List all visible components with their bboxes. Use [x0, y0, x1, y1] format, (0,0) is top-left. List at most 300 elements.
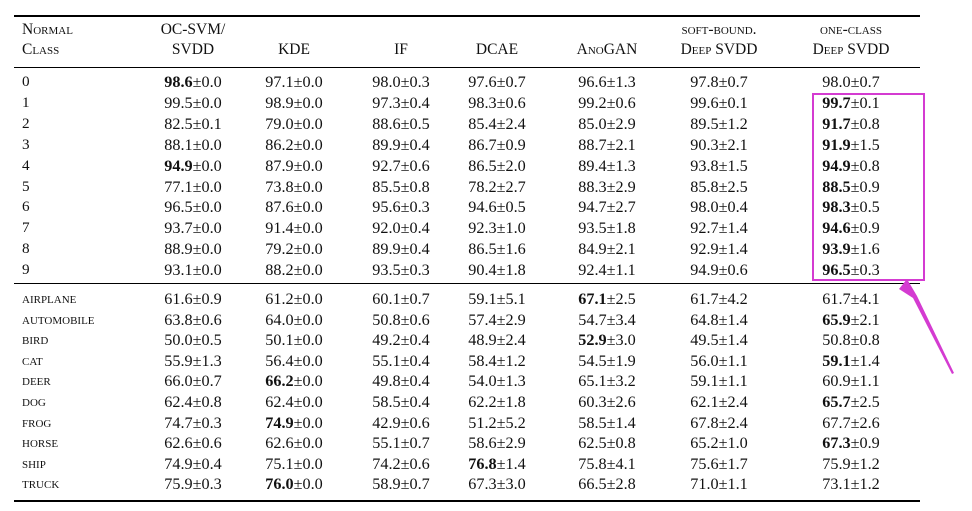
cell-mean: 94.9 — [822, 156, 851, 175]
cell-mean: 66.5 — [578, 475, 607, 494]
cell-mean: 79.0 — [265, 114, 294, 133]
row-label: ship — [22, 455, 46, 472]
cell-std: ±0.7 — [718, 73, 748, 91]
arrow-icon — [899, 279, 954, 374]
cell-std: ±0.0 — [293, 114, 323, 133]
cell-std: ±0.3 — [192, 413, 222, 432]
cell-mean: 76.0 — [265, 475, 294, 494]
cell-std: ±0.9 — [850, 177, 880, 196]
cell-std: ±0.6 — [400, 454, 430, 473]
cell-mean: 67.7 — [822, 413, 851, 432]
cell-std: ±2.9 — [606, 114, 636, 133]
cell-std: ±1.2 — [718, 114, 748, 133]
row-label: automobile — [22, 311, 95, 328]
cell-mean: 98.0 — [690, 198, 719, 217]
cell-mean: 54.0 — [468, 372, 497, 391]
cell-std: ±0.4 — [400, 219, 430, 238]
row-label: 9 — [22, 261, 30, 279]
cell-std: ±1.0 — [496, 219, 526, 238]
cell-mean: 62.4 — [164, 393, 193, 411]
cell-std: ±1.1 — [718, 372, 748, 391]
cell-std: ±0.8 — [192, 393, 222, 411]
column-header-line1: soft-bound. — [681, 21, 757, 38]
row-label: 5 — [22, 177, 30, 195]
column-header-line1: OC-SVM/ — [160, 21, 226, 38]
column-header-line2: Deep SVDD — [680, 41, 758, 58]
cell-std: ±0.0 — [293, 434, 323, 453]
cell-std: ±5.2 — [496, 413, 526, 432]
cell-mean: 74.2 — [372, 454, 401, 473]
cell-mean: 89.9 — [372, 135, 401, 154]
cell-std: ±0.0 — [293, 219, 323, 238]
cell-mean: 84.9 — [578, 240, 607, 259]
cell-mean: 66.0 — [164, 372, 193, 391]
cell-mean: 94.9 — [164, 156, 193, 175]
cell-mean: 55.1 — [372, 351, 401, 370]
cell-mean: 75.9 — [164, 475, 193, 494]
cell-mean: 88.2 — [265, 261, 294, 280]
cell-mean: 97.1 — [265, 73, 294, 91]
cell-std: ±2.6 — [606, 393, 636, 411]
row-label: 1 — [22, 93, 30, 111]
cell-mean: 62.5 — [578, 434, 607, 453]
cell-std: ±1.2 — [850, 475, 880, 494]
cell-std: ±2.5 — [850, 393, 880, 411]
row-label: frog — [22, 414, 52, 431]
cell-std: ±1.8 — [496, 261, 526, 280]
cell-mean: 62.1 — [690, 393, 719, 411]
cell-std: ±0.5 — [400, 114, 430, 133]
cell-mean: 50.8 — [822, 331, 851, 350]
cell-std: ±2.1 — [850, 310, 880, 329]
cell-mean: 50.1 — [265, 331, 294, 350]
cell-mean: 96.5 — [164, 198, 193, 217]
cell-mean: 65.2 — [690, 434, 719, 453]
cell-mean: 97.3 — [372, 93, 401, 112]
cell-mean: 92.0 — [372, 219, 401, 238]
cell-std: ±1.3 — [606, 73, 636, 91]
row-label: truck — [22, 476, 60, 493]
cell-mean: 50.0 — [164, 331, 193, 350]
cell-mean: 59.1 — [822, 351, 851, 370]
row-label: 3 — [22, 135, 30, 153]
row-label: deer — [22, 373, 51, 390]
cell-std: ±2.7 — [606, 198, 636, 217]
cell-std: ±1.2 — [850, 454, 880, 473]
cell-std: ±0.6 — [718, 261, 748, 280]
cell-mean: 92.7 — [372, 156, 401, 175]
cell-std: ±0.0 — [293, 135, 323, 154]
cell-std: ±0.1 — [850, 93, 880, 112]
column-header-line1: Normal — [22, 21, 73, 38]
cell-std: ±0.4 — [400, 240, 430, 259]
cell-std: ±1.1 — [718, 351, 748, 370]
cell-mean: 86.5 — [468, 156, 497, 175]
cell-mean: 65.9 — [822, 310, 851, 329]
cell-mean: 49.8 — [372, 372, 401, 391]
cell-mean: 88.1 — [164, 135, 193, 154]
cell-std: ±0.0 — [192, 219, 222, 238]
row-label: cat — [22, 352, 43, 369]
cell-std: ±0.6 — [496, 93, 526, 112]
cell-mean: 48.9 — [468, 331, 497, 350]
cell-std: ±0.3 — [400, 73, 430, 91]
cell-mean: 88.7 — [578, 135, 607, 154]
cell-std: ±0.6 — [400, 413, 430, 432]
row-label: dog — [22, 394, 46, 410]
cell-mean: 56.4 — [265, 351, 294, 370]
cell-mean: 58.4 — [468, 351, 497, 370]
cell-std: ±0.8 — [400, 177, 430, 196]
cell-std: ±4.1 — [850, 290, 880, 308]
cell-mean: 42.9 — [372, 413, 401, 432]
cell-std: ±0.7 — [400, 434, 430, 453]
cell-mean: 57.4 — [468, 310, 497, 329]
cell-std: ±4.2 — [718, 290, 748, 308]
cell-std: ±0.4 — [400, 331, 430, 350]
cell-std: ±0.7 — [850, 73, 880, 91]
cell-mean: 82.5 — [164, 114, 193, 133]
cell-mean: 94.7 — [578, 198, 607, 217]
column-header-line2: AnoGAN — [576, 41, 638, 58]
cell-std: ±0.0 — [293, 413, 323, 432]
cell-std: ±2.9 — [606, 177, 636, 196]
cell-mean: 49.2 — [372, 331, 401, 350]
cell-mean: 98.6 — [164, 73, 193, 91]
cell-mean: 91.9 — [822, 135, 851, 154]
cell-mean: 67.3 — [822, 434, 851, 453]
cell-mean: 61.2 — [265, 290, 294, 308]
cell-mean: 54.7 — [578, 310, 607, 329]
cell-std: ±0.0 — [293, 310, 323, 329]
cell-mean: 62.6 — [265, 434, 294, 453]
cell-mean: 88.3 — [578, 177, 607, 196]
cell-mean: 65.1 — [578, 372, 607, 391]
cell-std: ±0.7 — [192, 372, 222, 391]
cell-mean: 99.6 — [690, 93, 719, 112]
cell-mean: 88.6 — [372, 114, 401, 133]
cell-mean: 86.7 — [468, 135, 497, 154]
row-label: bird — [22, 332, 49, 349]
cell-mean: 75.9 — [822, 454, 851, 473]
cell-std: ±2.0 — [496, 156, 526, 175]
cell-mean: 98.3 — [822, 198, 851, 217]
cell-std: ±0.1 — [718, 93, 748, 112]
cell-mean: 75.8 — [578, 454, 607, 473]
cell-mean: 98.0 — [822, 73, 851, 91]
cell-mean: 95.6 — [372, 198, 401, 217]
cell-std: ±2.4 — [496, 331, 526, 350]
cell-std: ±0.0 — [192, 240, 222, 259]
cell-mean: 97.6 — [468, 73, 497, 91]
cell-std: ±0.9 — [496, 135, 526, 154]
cell-mean: 51.2 — [468, 413, 497, 432]
cell-mean: 64.0 — [265, 310, 294, 329]
cell-std: ±0.6 — [400, 156, 430, 175]
cell-mean: 66.2 — [265, 372, 294, 391]
cell-mean: 55.1 — [372, 434, 401, 453]
cell-mean: 75.6 — [690, 454, 719, 473]
cell-std: ±1.0 — [718, 434, 748, 453]
cell-std: ±0.0 — [192, 177, 222, 196]
cell-mean: 93.7 — [164, 219, 193, 238]
cell-std: ±0.4 — [400, 135, 430, 154]
cell-std: ±1.3 — [192, 351, 222, 370]
cell-std: ±0.5 — [192, 331, 222, 350]
cell-std: ±1.4 — [718, 331, 748, 350]
cell-mean: 77.1 — [164, 177, 193, 196]
cell-mean: 86.2 — [265, 135, 294, 154]
cell-mean: 89.4 — [578, 156, 607, 175]
cell-std: ±0.8 — [850, 156, 880, 175]
cell-std: ±0.0 — [293, 177, 323, 196]
row-label: 4 — [22, 156, 30, 174]
cell-std: ±0.4 — [400, 372, 430, 391]
cell-std: ±2.1 — [718, 135, 748, 154]
cell-std: ±4.1 — [606, 454, 636, 473]
cell-std: ±1.9 — [606, 351, 636, 370]
cell-mean: 59.1 — [468, 290, 497, 308]
row-label: 0 — [22, 73, 30, 90]
cell-std: ±2.5 — [606, 290, 636, 308]
cell-std: ±1.6 — [496, 240, 526, 259]
cell-std: ±2.7 — [496, 177, 526, 196]
cell-mean: 74.7 — [164, 413, 193, 432]
cell-mean: 58.5 — [372, 393, 401, 411]
cell-std: ±0.8 — [606, 434, 636, 453]
cell-std: ±0.7 — [400, 290, 430, 308]
cell-std: ±1.1 — [718, 475, 748, 494]
cell-mean: 87.6 — [265, 198, 294, 217]
cell-std: ±0.0 — [192, 135, 222, 154]
cell-std: ±0.8 — [850, 331, 880, 350]
cell-mean: 62.6 — [164, 434, 193, 453]
cell-mean: 79.2 — [265, 240, 294, 259]
cell-mean: 96.6 — [578, 73, 607, 91]
cell-mean: 93.1 — [164, 261, 193, 280]
cell-mean: 85.5 — [372, 177, 401, 196]
cell-std: ±1.1 — [606, 261, 636, 280]
cell-mean: 73.8 — [265, 177, 294, 196]
column-header-line2: Class — [22, 41, 60, 58]
cell-std: ±0.9 — [850, 219, 880, 238]
cell-std: ±0.7 — [400, 475, 430, 494]
cell-mean: 92.7 — [690, 219, 719, 238]
cell-std: ±0.0 — [192, 73, 222, 91]
cell-mean: 62.4 — [265, 393, 294, 411]
cell-mean: 99.5 — [164, 93, 193, 112]
cell-std: ±0.0 — [293, 240, 323, 259]
cell-std: ±0.4 — [718, 198, 748, 217]
cell-mean: 99.7 — [822, 93, 851, 112]
cell-mean: 78.2 — [468, 177, 497, 196]
cell-mean: 64.8 — [690, 310, 719, 329]
cell-std: ±0.8 — [850, 114, 880, 133]
cell-std: ±1.3 — [606, 156, 636, 175]
cell-std: ±1.4 — [606, 413, 636, 432]
cell-std: ±0.0 — [293, 156, 323, 175]
cell-mean: 59.1 — [690, 372, 719, 391]
cell-mean: 50.8 — [372, 310, 401, 329]
cell-mean: 92.3 — [468, 219, 497, 238]
cell-mean: 90.4 — [468, 261, 497, 280]
cell-std: ±1.8 — [496, 393, 526, 411]
cell-mean: 94.9 — [690, 261, 719, 280]
column-header-line2: KDE — [278, 41, 310, 58]
cell-std: ±3.0 — [496, 475, 526, 494]
cell-mean: 93.9 — [822, 240, 851, 259]
row-label: 8 — [22, 240, 30, 258]
cell-mean: 56.0 — [690, 351, 719, 370]
cell-std: ±0.0 — [293, 454, 323, 473]
cell-mean: 60.9 — [822, 372, 851, 391]
cell-mean: 87.9 — [265, 156, 294, 175]
cell-std: ±2.5 — [718, 177, 748, 196]
cell-mean: 58.6 — [468, 434, 497, 453]
cell-std: ±0.9 — [192, 290, 222, 308]
cell-std: ±0.4 — [400, 93, 430, 112]
cell-mean: 75.1 — [265, 454, 294, 473]
cell-std: ±1.4 — [850, 351, 880, 370]
cell-std: ±2.4 — [718, 413, 748, 432]
cell-std: ±0.0 — [293, 475, 323, 494]
cell-mean: 65.7 — [822, 393, 851, 411]
cell-std: ±2.6 — [850, 413, 880, 432]
cell-mean: 91.7 — [822, 114, 851, 133]
cell-std: ±2.9 — [496, 434, 526, 453]
cell-mean: 94.6 — [822, 219, 851, 238]
cell-std: ±3.2 — [606, 372, 636, 391]
column-header-line2: SVDD — [171, 41, 215, 58]
cell-std: ±0.0 — [293, 290, 323, 308]
cell-mean: 67.8 — [690, 413, 719, 432]
cell-std: ±3.4 — [606, 310, 636, 329]
cell-std: ±2.9 — [496, 310, 526, 329]
cell-std: ±0.3 — [400, 198, 430, 217]
cell-std: ±0.6 — [192, 434, 222, 453]
cell-mean: 76.8 — [468, 454, 497, 473]
cell-std: ±1.4 — [496, 454, 526, 473]
row-label: horse — [22, 435, 59, 452]
row-label: 7 — [22, 219, 30, 237]
cell-std: ±0.0 — [293, 93, 323, 112]
row-label: airplane — [22, 291, 77, 307]
cell-std: ±0.7 — [496, 73, 526, 91]
cell-mean: 74.9 — [164, 454, 193, 473]
cell-std: ±0.0 — [293, 261, 323, 280]
cell-std: ±0.0 — [293, 331, 323, 350]
cell-mean: 58.9 — [372, 475, 401, 494]
cell-std: ±0.0 — [192, 198, 222, 217]
column-header-line2: DCAE — [475, 41, 519, 58]
cell-std: ±0.6 — [606, 93, 636, 112]
cell-mean: 88.5 — [822, 177, 851, 196]
cell-std: ±0.5 — [496, 198, 526, 217]
cell-mean: 94.6 — [468, 198, 497, 217]
cell-std: ±0.0 — [293, 351, 323, 370]
cell-mean: 91.4 — [265, 219, 294, 238]
cell-mean: 71.0 — [690, 475, 719, 494]
cell-std: ±0.0 — [293, 393, 323, 411]
cell-std: ±2.4 — [496, 114, 526, 133]
cell-mean: 85.4 — [468, 114, 497, 133]
cell-std: ±0.0 — [192, 156, 222, 175]
row-label: 6 — [22, 198, 30, 216]
cell-std: ±0.6 — [192, 310, 222, 329]
cell-mean: 63.8 — [164, 310, 193, 329]
cell-std: ±2.4 — [718, 393, 748, 411]
cell-std: ±1.7 — [718, 454, 748, 473]
cell-mean: 93.5 — [578, 219, 607, 238]
cell-std: ±1.3 — [496, 372, 526, 391]
cell-mean: 85.8 — [690, 177, 719, 196]
cell-mean: 60.3 — [578, 393, 607, 411]
cell-mean: 52.9 — [578, 331, 607, 350]
cell-mean: 73.1 — [822, 475, 851, 494]
cell-std: ±0.0 — [293, 372, 323, 391]
cell-mean: 92.4 — [578, 261, 607, 280]
cell-mean: 54.5 — [578, 351, 607, 370]
cell-std: ±0.3 — [192, 475, 222, 494]
cell-std: ±1.6 — [850, 240, 880, 259]
cell-std: ±0.4 — [400, 393, 430, 411]
cell-mean: 90.3 — [690, 135, 719, 154]
cell-std: ±0.0 — [192, 261, 222, 280]
cell-mean: 55.9 — [164, 351, 193, 370]
cell-std: ±0.3 — [850, 261, 880, 280]
cell-mean: 92.9 — [690, 240, 719, 259]
cell-mean: 74.9 — [265, 413, 294, 432]
cell-std: ±1.4 — [718, 240, 748, 259]
cell-mean: 93.5 — [372, 261, 401, 280]
cell-std: ±0.1 — [192, 114, 222, 133]
cell-std: ±1.4 — [718, 310, 748, 329]
cell-mean: 93.8 — [690, 156, 719, 175]
column-header-line2: IF — [394, 41, 408, 58]
cell-mean: 85.0 — [578, 114, 607, 133]
cell-mean: 67.1 — [578, 290, 607, 308]
cell-mean: 67.3 — [468, 475, 497, 494]
cell-std: ±0.0 — [192, 93, 222, 112]
cell-mean: 88.9 — [164, 240, 193, 259]
cell-std: ±0.4 — [192, 454, 222, 473]
cell-mean: 98.3 — [468, 93, 497, 112]
cell-mean: 99.2 — [578, 93, 607, 112]
cell-std: ±2.1 — [606, 135, 636, 154]
row-label: 2 — [22, 114, 30, 132]
cell-std: ±1.2 — [496, 351, 526, 370]
cell-mean: 98.0 — [372, 73, 401, 91]
cell-std: ±2.1 — [606, 240, 636, 259]
cell-mean: 61.6 — [164, 290, 193, 308]
column-header-line2: Deep SVDD — [812, 41, 890, 58]
cell-std: ±0.3 — [400, 261, 430, 280]
cell-std: ±3.0 — [606, 331, 636, 350]
cell-mean: 61.7 — [822, 290, 851, 308]
cell-mean: 98.9 — [265, 93, 294, 112]
cell-std: ±5.1 — [496, 290, 526, 308]
cell-mean: 61.7 — [690, 290, 719, 308]
cell-mean: 89.5 — [690, 114, 719, 133]
cell-mean: 86.5 — [468, 240, 497, 259]
column-header-line1: one-class — [819, 21, 882, 38]
cell-std: ±1.5 — [850, 135, 880, 154]
cell-std: ±1.1 — [850, 372, 880, 391]
cell-std: ±0.9 — [850, 434, 880, 453]
cell-std: ±0.5 — [850, 198, 880, 217]
cell-mean: 89.9 — [372, 240, 401, 259]
cell-std: ±0.4 — [400, 351, 430, 370]
